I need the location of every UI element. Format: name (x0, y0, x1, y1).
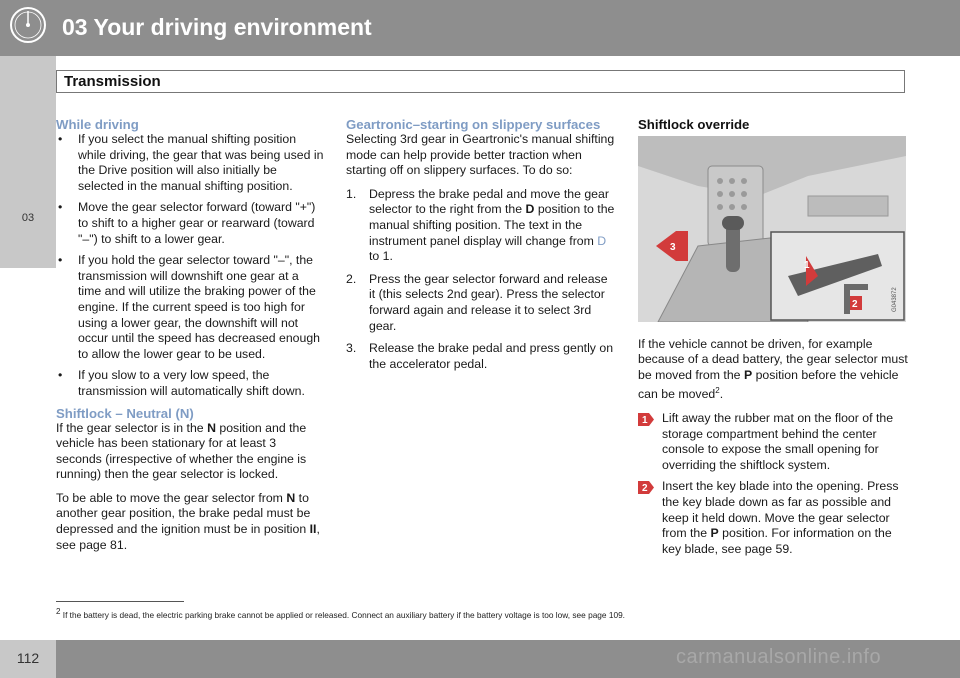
bullet-text: If you slow to a very low speed, the transmission will automatically shift down. (78, 368, 305, 398)
watermark: carmanualsonline.info (676, 646, 882, 668)
footnote-number: 2 (56, 607, 61, 616)
text-run: Depress the brake pedal and move the gear selector to the right from the (369, 186, 609, 217)
text-run: Release the brake pedal and press gently on the accelerator pedal. (369, 341, 614, 371)
gear-letter: D (525, 202, 535, 217)
footnote-text: If the battery is dead, the electric parking brake cannot be applied or released. Connect an auxiliary battery if the battery voltage is too low, see page 109. (62, 609, 625, 620)
bullet-text: If you hold the gear selector toward "–", the transmission will downshift one gear at a time and will utilize the braking power of the engine. If the current speed is too high for using a lower gear, the downshift will not occur until the speed has decreased enough to allow the lower gear to be used. (78, 253, 321, 361)
text-run: to another gear position, the brake pedal must be depressed and the ignition must be in position (56, 490, 311, 537)
section-title: Transmission (64, 73, 161, 90)
footnote-ref: 2 (715, 386, 720, 396)
numbered-steps (346, 187, 616, 373)
list-item (56, 368, 324, 399)
column-middle (346, 117, 616, 379)
bullet-dot: • (58, 132, 63, 146)
figure-callout-3: 3 (670, 242, 676, 253)
gear-letter: P (710, 526, 719, 541)
figure-callout-1: 1 (804, 260, 810, 271)
gear-letter: P (743, 367, 753, 382)
text-run: , see page 81. (56, 522, 320, 552)
list-item (56, 253, 324, 362)
list-item (56, 200, 324, 247)
heading-geartronic: Geartronic–starting on slippery surfaces (346, 117, 601, 132)
text-run: Lift away the rubber mat on the floor of the storage compartment behind the center console to expose the small opening for overriding the shiftlock system. (662, 411, 894, 472)
bullet-text: Move the gear selector forward (toward "+") to shift to a higher gear or rearward (toward "–") to shift to a lower gear. (78, 200, 316, 246)
text-run: To be able to move the gear selector from (56, 490, 287, 505)
heading-shiftlock-neutral: Shiftlock – Neutral (N) (56, 405, 194, 421)
list-item (346, 272, 616, 334)
badge-number: 1 (642, 415, 648, 427)
side-tab-label: 03 (21, 212, 35, 224)
section-header-box (56, 70, 905, 93)
override-steps (638, 411, 908, 557)
step-badge-icon (638, 413, 654, 426)
intro-paragraph: Selecting 3rd gear in Geartronic's manual shifting mode can help provide better traction when starting off on slippery surfaces. To do so: (346, 132, 615, 178)
text-run: If the vehicle cannot be driven, for example because of a dead battery, the gear selector must be moved from the (638, 336, 908, 382)
speedometer-icon (8, 5, 48, 45)
chapter-title: 03 Your driving environment (62, 14, 372, 40)
list-item (638, 479, 908, 557)
display-letter: D (597, 233, 607, 248)
chapter-side-tab (0, 56, 56, 268)
heading-while-driving: While driving (56, 117, 139, 132)
step-number: 2. (346, 271, 357, 286)
bullet-dot: • (58, 200, 63, 215)
center-console-illustration (638, 136, 906, 322)
text-run: to 1. (369, 249, 393, 264)
list-item (346, 341, 616, 372)
figure-callout-2: 2 (852, 299, 858, 310)
badge-number: 2 (642, 483, 648, 495)
text-run: position and the vehicle has been stationary for at least 3 seconds (irrespective of whether the engine is running) then the gear selector is locked. (56, 420, 307, 482)
gear-letter: N (207, 420, 216, 435)
text-run: . (719, 387, 724, 402)
text-run: Press the gear selector forward and release it (this selects 2nd gear). Press the selector forward again and release it to select 3rd gear. (369, 271, 608, 333)
footnote-divider (56, 601, 184, 602)
text-run: position to the manual shifting position. The text in the instrument panel display will change from (369, 202, 615, 248)
paragraph (638, 337, 908, 403)
step-number: 1. (346, 186, 357, 201)
text-run: If the gear selector is in the (56, 420, 208, 435)
text-run: position. For information on the key blade, see page 59. (662, 526, 892, 556)
list-item (56, 132, 324, 194)
bullet-text: If you select the manual shifting position while driving, the gear that was being used in the Drive position will also initially be selected in the manual shifting position. (78, 132, 324, 193)
step-number: 3. (346, 341, 357, 356)
page-number: 112 (16, 650, 40, 666)
figure-code: G043872 (892, 287, 898, 312)
bullet-dot: • (58, 253, 63, 268)
text-run: Insert the key blade into the opening. Press the key blade down as far as possible and keep it held down. Move the gear selector from the (662, 479, 899, 541)
ignition-position: II (309, 522, 317, 537)
step-badge-icon (638, 481, 654, 494)
footnote (56, 607, 625, 620)
list-item (638, 411, 908, 473)
column-left (56, 117, 324, 561)
list-item (346, 187, 616, 265)
paragraph (56, 491, 324, 553)
heading-shiftlock-override: Shiftlock override (638, 117, 750, 132)
gear-letter: N (286, 490, 296, 505)
bullet-list (56, 132, 324, 400)
paragraph (56, 421, 324, 483)
column-right (638, 117, 908, 563)
text-run: position before the vehicle can be moved (638, 367, 899, 402)
bullet-dot: • (58, 368, 63, 383)
